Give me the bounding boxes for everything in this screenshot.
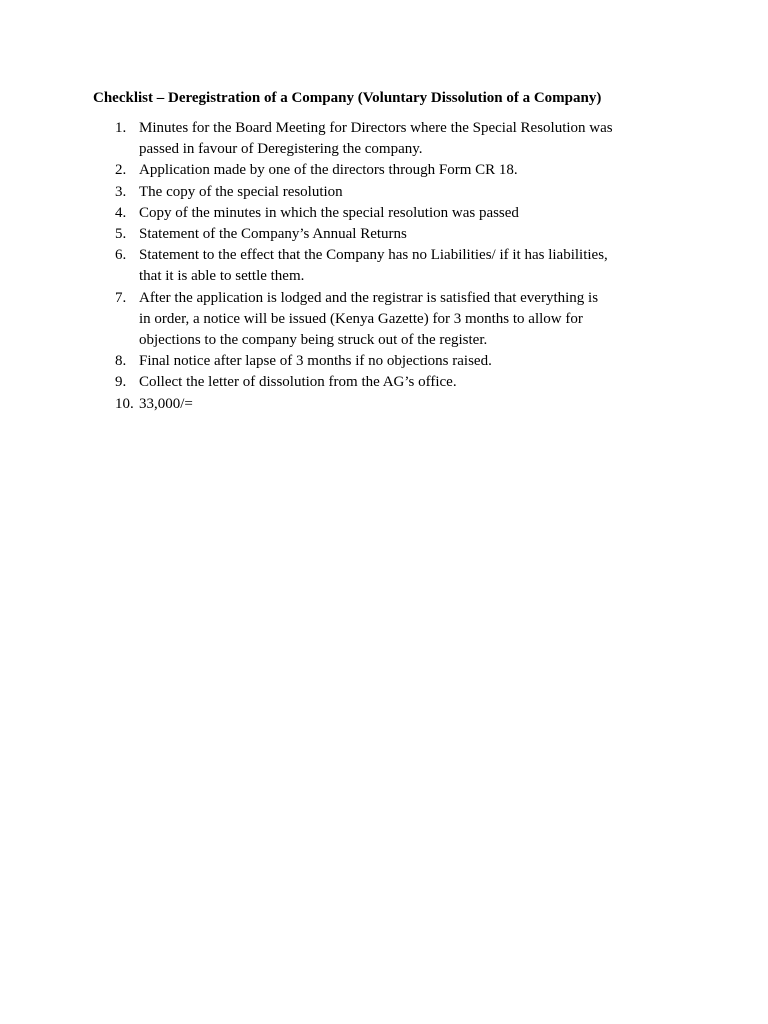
item-text bbox=[139, 118, 684, 160]
item-text bbox=[139, 203, 684, 224]
item-line: The copy of the special resolution bbox=[139, 183, 343, 200]
list-item bbox=[0, 160, 768, 181]
item-number: 5. bbox=[115, 226, 127, 243]
list-item bbox=[0, 224, 768, 245]
list-item bbox=[0, 245, 768, 287]
item-number: 4. bbox=[115, 204, 127, 221]
item-text bbox=[139, 394, 684, 415]
item-text bbox=[139, 182, 684, 203]
item-text bbox=[139, 288, 684, 352]
item-line: that it is able to settle them. bbox=[139, 268, 305, 285]
item-line: Statement to the effect that the Company has no Liabilities/ if it has liabilities, bbox=[139, 247, 608, 264]
item-number: 8. bbox=[115, 353, 127, 370]
list-item bbox=[0, 372, 768, 393]
item-text bbox=[139, 372, 684, 393]
item-text bbox=[139, 245, 684, 287]
item-line: Copy of the minutes in which the special resolution was passed bbox=[139, 204, 519, 221]
item-line: 33,000/= bbox=[139, 395, 193, 412]
item-number: 6. bbox=[115, 247, 127, 264]
list-item bbox=[0, 351, 768, 372]
item-line: Statement of the Company’s Annual Returns bbox=[139, 226, 407, 243]
list-item bbox=[0, 118, 768, 160]
item-text bbox=[139, 224, 684, 245]
list-item bbox=[0, 394, 768, 415]
item-number: 10. bbox=[115, 395, 134, 412]
item-number: 3. bbox=[115, 183, 127, 200]
list-item bbox=[0, 288, 768, 352]
item-line: After the application is lodged and the registrar is satisfied that everything is bbox=[139, 289, 599, 306]
document-title: Checklist – Deregistration of a Company (Voluntary Dissolution of a Company) bbox=[93, 90, 602, 106]
checklist bbox=[0, 118, 768, 415]
item-line: in order, a notice will be issued (Kenya Gazette) for 3 months to allow for bbox=[139, 310, 583, 327]
item-line: Final notice after lapse of 3 months if no objections raised. bbox=[139, 353, 492, 370]
item-line: Minutes for the Board Meeting for Directors where the Special Resolution was bbox=[139, 120, 613, 136]
item-number: 7. bbox=[115, 289, 127, 306]
item-text bbox=[139, 351, 684, 372]
item-line: passed in favour of Deregistering the company. bbox=[139, 141, 423, 158]
item-text bbox=[139, 160, 684, 181]
item-line: objections to the company being struck out of the register. bbox=[139, 332, 488, 349]
list-item bbox=[0, 203, 768, 224]
item-number: 9. bbox=[115, 374, 127, 391]
list-item bbox=[0, 182, 768, 203]
item-number: 2. bbox=[115, 162, 127, 179]
item-line: Application made by one of the directors through Form CR 18. bbox=[139, 162, 518, 179]
item-line: Collect the letter of dissolution from the AG’s office. bbox=[139, 374, 457, 391]
item-number: 1. bbox=[115, 120, 127, 136]
